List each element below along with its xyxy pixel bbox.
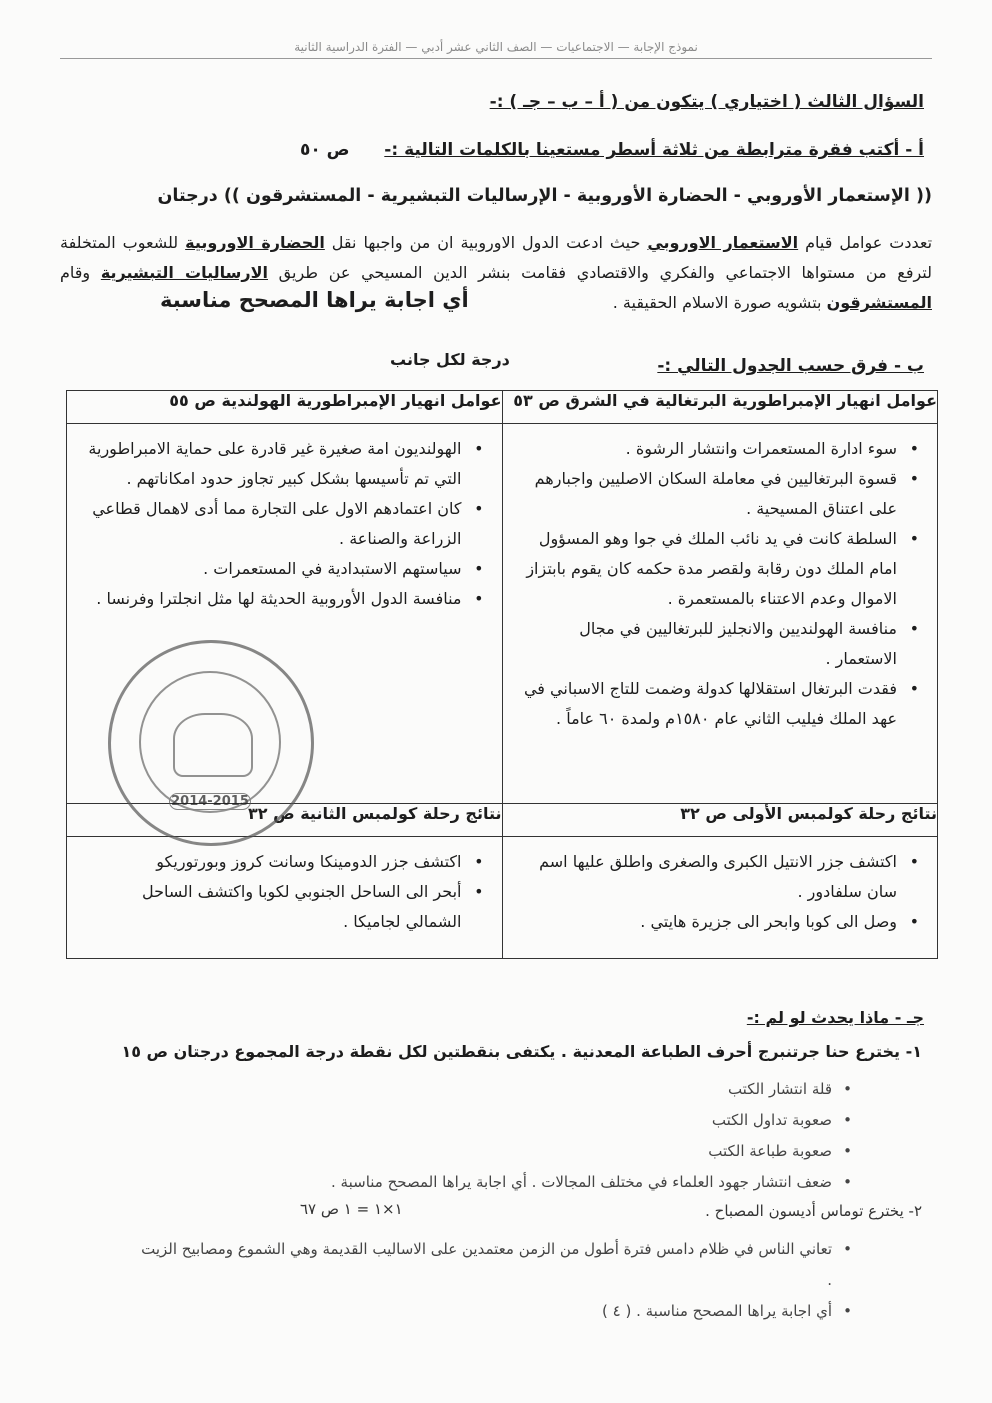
question-c-title: جـ - ماذا يحدث لو لم :- [746,1008,924,1027]
header-dutch: عوامل انهيار الإمبراطورية الهولندية ص ٥٥ [67,391,503,424]
list-item: • السلطة كانت في يد نائب الملك في جوا وهو المسؤول امام الملك دون رقابة ولقصر مدة حكمه كان يقوم بابتزاز الاموال وعدم الاعتناء بالمستعمرة . [519,524,920,614]
list-item: • تعاني الناس في ظلام دامس فترة أطول من الزمن معتمدين على الاساليب القديمة وهي الشموع ومصابيح الزيت . [132,1234,852,1296]
question-b-title: ب - فرق حسب الجدول التالي :- [657,356,924,376]
question-c-item-2: ٢- يخترع توماس أديسون المصباح . [705,1202,922,1220]
list-item: • فقدت البرتغال استقلالها كدولة وضمت للتاج الاسباني في عهد الملك فيليب الثاني عام ١٥٨٠م ولمدة ٦٠ عاماً . [519,674,920,734]
keywords-line: (( الإستعمار الأوروبي - الحضارة الأوروبية - الإرسالیات التبشیریة - المستشرقون )) درجتان [157,186,932,206]
question-c-item-2-score: ١×١ = ١ ص ٦٧ [300,1200,403,1218]
answer-paragraph: تعددت عوامل قيام الاستعمار الاوروبي حيث ادعت الدول الاوروبية ان من واجبها نقل الحضارة الاوروبية للشعوب المتخلفة لترفع من مستواها الاجتماعي والفكري والاقتصادي فقامت بنشر الدين المسيحي عن طريق الارساليات التبشيرية وقام المستشرقون بتشويه صورة الاسلام الحقيقية . [60,233,933,312]
page-header: نموذج الإجابة — الاجتماعيات — الصف الثاني عشر أدبي — الفترة الدراسية الثانية [60,40,932,59]
question-3-title: السؤال الثالث ( اختياري ) يتكون من ( أ – ب – جـ ) :- [489,92,924,112]
cell-portuguese-factors [502,424,938,804]
list-item: • اكتشف جزر الانتيل الكبرى والصغرى واطلق عليها اسم سان سلفادور . [519,847,920,907]
grader-note: أي اجابة يراها المصحح مناسبة [160,288,469,312]
question-b-grade: درجة لكل جانب [390,350,510,369]
list-item: • اكتشف جزر الدومينكا وسانت كروز وبورتوريكو [83,847,484,877]
stamp-year: 2014-2015 [169,793,251,810]
header-columbus-first: نتائج رحلة كولمبس الأولى ص ٣٢ [502,804,938,837]
list-item: • صعوبة طباعة الكتب [331,1136,852,1167]
list-item: • صعوبة تداول الكتب [331,1105,852,1136]
list-item: • الهولنديون امة صغيرة غير قادرة على حماية الامبراطورية التي تم تأسيسها بشكل كبير تجاوز حدود امكاناتهم . [83,434,484,494]
dutch-factor-list [67,424,502,624]
list-item: • ضعف انتشار جهود العلماء في مختلف المجالات . أي اجابة يراها المصحح مناسبة . [331,1167,852,1198]
emblem-icon [173,713,253,777]
question-c-item-1: ١- يخترع حنا جرتنبرج أحرف الطباعة المعدنية . يكتفى بنقطتين لكل نقطة درجة المجموع درجتان ص ١٥ [121,1042,922,1061]
keyword-missions: الارساليات التبشيرية [100,263,268,282]
question-c-item-1-points [331,1074,852,1198]
question-a-title: أ - أكتب فقرة مترابطة من ثلاثة أسطر مستعينا بالكلمات التالية :- [384,140,924,160]
question-c-item-2-points [132,1234,852,1327]
list-item: • أبحر الى الساحل الجنوبي لكوبا واكتشف الساحل الشمالي لجاميكا . [83,877,484,937]
keyword-orientalists: المستشرقون [826,293,932,312]
list-item: • قلة انتشار الكتب [331,1074,852,1105]
keyword-colonialism: الاستعمار الاوروبي [647,233,799,252]
header-portuguese: عوامل انهيار الإمبراطورية البرتغالية في الشرق ص ٥٣ [502,391,938,424]
cell-columbus-second [67,837,503,959]
list-item: • سوء ادارة المستعمرات وانتشار الرشوة . [519,434,920,464]
cell-columbus-first [502,837,938,959]
list-item: • وصل الى كوبا وابحر الى جزيرة هايتي . [519,907,920,937]
list-item: • قسوة البرتغاليين في معاملة السكان الاصليين واجبارهم على اعتناق المسيحية . [519,464,920,524]
list-item: • سياستهم الاستبدادية في المستعمرات . [83,554,484,584]
list-item: • منافسة الهولنديين والانجليز للبرتغاليين في مجال الاستعمار . [519,614,920,674]
portuguese-factor-list [503,424,938,744]
list-item: • منافسة الدول الأوروبية الحديثة لها مثل انجلترا وفرنسا . [83,584,484,614]
keyword-civilization: الحضارة الاوروبية [185,233,325,252]
columbus-first-list [503,837,938,947]
list-item: • أي اجابة يراها المصحح مناسبة . ( ٤ ) [132,1296,852,1327]
ministry-stamp [108,640,314,846]
list-item: • كان اعتمادهم الاول على التجارة مما أدى لاهمال قطاعي الزراعة والصناعة . [83,494,484,554]
columbus-second-list [67,837,502,947]
question-a-page-ref: ص ٥٠ [300,140,350,160]
header-columbus-second: نتائج رحلة كولمبس الثانية ص ٣٢ [67,804,503,837]
